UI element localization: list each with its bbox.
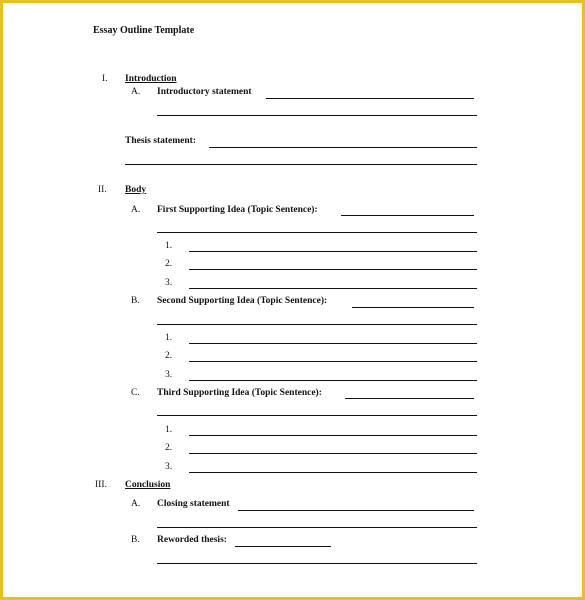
section-heading-conclusion: Conclusion — [125, 480, 171, 490]
answer-line[interactable] — [157, 324, 477, 325]
body-item-a-label: First Supporting Idea (Topic Sentence): — [157, 205, 318, 215]
answer-line[interactable] — [189, 343, 477, 344]
thesis-label: Thesis statement: — [125, 136, 196, 146]
answer-line[interactable] — [125, 164, 477, 165]
body-a-sub-number: 1. — [165, 241, 173, 251]
body-b-sub-number: 2. — [165, 351, 173, 361]
answer-line[interactable] — [235, 546, 331, 547]
answer-line[interactable] — [189, 472, 477, 473]
section-numeral-body: II. — [98, 185, 107, 195]
answer-line[interactable] — [189, 435, 477, 436]
conclusion-item-b-label: Reworded thesis: — [157, 535, 227, 545]
conclusion-item-a-label: Closing statement — [157, 499, 230, 509]
answer-line[interactable] — [345, 398, 474, 399]
intro-item-a-letter: A. — [131, 87, 141, 97]
answer-line[interactable] — [189, 251, 477, 252]
intro-item-a-label: Introductory statement — [157, 87, 252, 97]
section-numeral-intro: I. — [102, 74, 108, 84]
section-heading-body: Body — [125, 185, 147, 195]
body-c-sub-number: 2. — [165, 443, 173, 453]
answer-line[interactable] — [189, 380, 477, 381]
body-item-c-label: Third Supporting Idea (Topic Sentence): — [157, 388, 322, 398]
document-title: Essay Outline Template — [93, 25, 195, 36]
answer-line[interactable] — [189, 288, 477, 289]
answer-line[interactable] — [238, 510, 474, 511]
answer-line[interactable] — [189, 269, 477, 270]
answer-line[interactable] — [157, 115, 477, 116]
body-a-sub-number: 3. — [165, 278, 173, 288]
section-heading-intro: Introduction — [125, 74, 177, 84]
answer-line[interactable] — [209, 147, 477, 148]
body-item-c-letter: C. — [131, 388, 140, 398]
answer-line[interactable] — [341, 215, 474, 216]
body-a-sub-number: 2. — [165, 259, 173, 269]
answer-line[interactable] — [157, 527, 477, 528]
answer-line[interactable] — [266, 98, 474, 99]
body-b-sub-number: 3. — [165, 370, 173, 380]
answer-line[interactable] — [189, 361, 477, 362]
answer-line[interactable] — [189, 453, 477, 454]
body-b-sub-number: 1. — [165, 333, 173, 343]
conclusion-item-a-letter: A. — [131, 499, 141, 509]
answer-line[interactable] — [157, 232, 477, 233]
body-item-a-letter: A. — [131, 205, 141, 215]
body-item-b-label: Second Supporting Idea (Topic Sentence): — [157, 296, 328, 306]
answer-line[interactable] — [157, 563, 477, 564]
body-item-b-letter: B. — [131, 296, 140, 306]
answer-line[interactable] — [352, 307, 474, 308]
body-c-sub-number: 3. — [165, 462, 173, 472]
answer-line[interactable] — [157, 415, 477, 416]
section-numeral-conclusion: III. — [95, 480, 107, 490]
body-c-sub-number: 1. — [165, 425, 173, 435]
conclusion-item-b-letter: B. — [131, 535, 140, 545]
